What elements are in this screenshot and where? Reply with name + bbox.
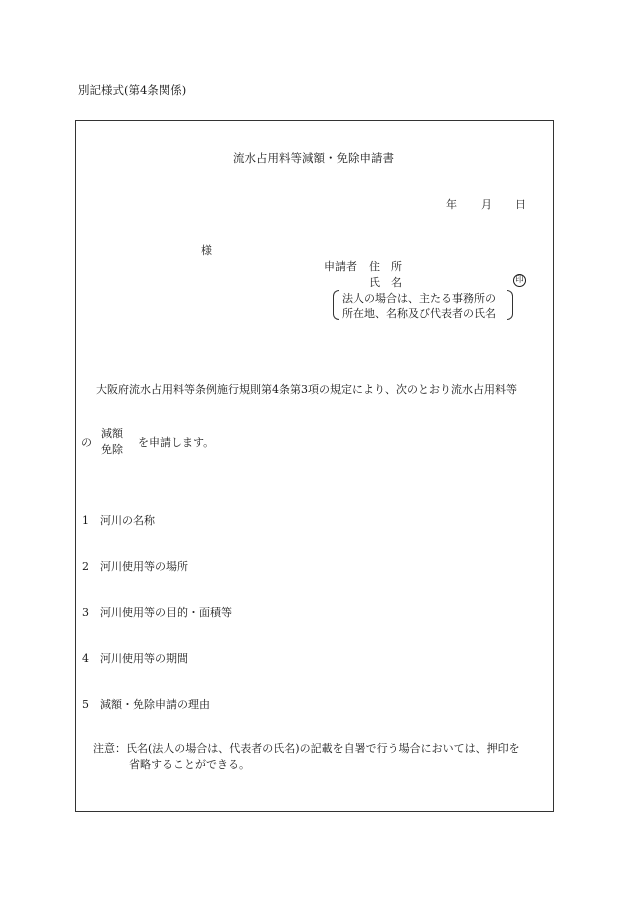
list-item [82, 606, 232, 620]
corporation-note [333, 290, 513, 322]
note-line1: 注意：氏名(法人の場合は、代表者の氏名)の記載を自署で行う場合においては、押印を [93, 742, 520, 755]
body-text-line1: 大阪府流水占用料等条例施行規則第4条第3項の規定により、次のとおり流水占用料等 [96, 383, 517, 396]
item-label: 河川使用等の期間 [100, 652, 188, 665]
name-label: 氏 名 [369, 276, 402, 289]
form-label: 別記様式(第4条関係) [78, 83, 187, 97]
list-item [82, 514, 155, 528]
corporation-note-line2: 所在地、名称及び代表者の氏名 [342, 307, 496, 320]
item-label: 河川使用等の目的・面積等 [100, 606, 232, 619]
body-particle: の [81, 436, 92, 449]
list-item [82, 698, 210, 712]
date-year-label: 年 [446, 198, 457, 211]
applicant-label: 申請者 [324, 260, 357, 273]
list-item [82, 560, 188, 574]
left-bracket [333, 290, 339, 320]
corporation-note-line1: 法人の場合は、主たる事務所の [342, 292, 496, 305]
item-number: 4 [82, 652, 89, 665]
form-title: 流水占用料等減額・免除申請書 [233, 151, 394, 165]
item-label: 河川の名称 [100, 514, 155, 527]
item-number: 5 [82, 698, 89, 711]
item-number: 1 [82, 514, 89, 527]
date-month-label: 月 [481, 198, 492, 211]
note-line2: 省略することができる。 [129, 758, 250, 771]
item-number: 3 [82, 606, 89, 619]
address-label: 住 所 [369, 260, 402, 273]
item-label: 河川使用等の場所 [100, 560, 188, 573]
seal-mark: 印 [513, 274, 526, 287]
right-bracket [507, 290, 513, 320]
item-label: 減額・免除申請の理由 [100, 698, 210, 711]
addressee-suffix: 様 [201, 244, 212, 257]
choice-reduction: 減額 [101, 427, 123, 440]
item-number: 2 [82, 560, 89, 573]
date-day-label: 日 [515, 198, 526, 211]
body-text-tail: を申請します。 [138, 436, 215, 449]
list-item [82, 652, 188, 666]
choice-exemption: 免除 [101, 443, 123, 456]
